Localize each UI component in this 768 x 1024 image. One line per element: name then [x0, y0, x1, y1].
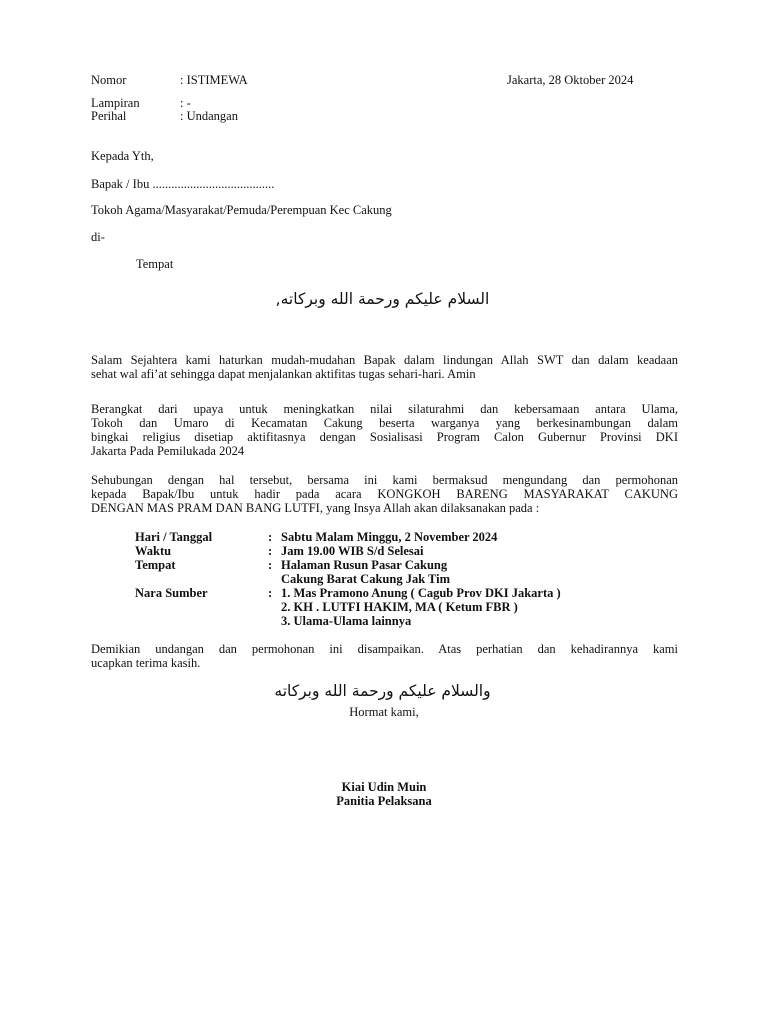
- addressee-kepada: Kepada Yth,: [91, 149, 154, 163]
- detail-value: Cakung Barat Cakung Jak Tim: [281, 572, 451, 586]
- detail-colon: :: [268, 530, 273, 544]
- salam-closing: والسلام عليكم ورحمة الله وبركاته: [274, 682, 491, 700]
- paragraph-line: kepada Bapak/Ibu untuk hadir pada acara KONGKOH BARENG MASYARAKAT CAKUNG: [91, 487, 678, 501]
- detail-value: 1. Mas Pramono Anung ( Cagub Prov DKI Jakarta ): [281, 586, 561, 600]
- lampiran-value: : -: [180, 96, 191, 110]
- lampiran-label: Lampiran: [91, 96, 140, 110]
- paragraph-line: sehat wal afi’at sehingga dapat menjalankan aktifitas tugas sehari-hari. Amin: [91, 367, 476, 381]
- paragraph-line: Demikian undangan dan permohonan ini disampaikan. Atas perhatian dan kehadirannya kami: [91, 642, 678, 656]
- detail-row-date: [135, 530, 561, 544]
- paragraph-line: Tokoh dan Umaro di Kecamatan Cakung beserta warganya yang berkesinambungan dalam: [91, 416, 678, 430]
- detail-colon: :: [268, 544, 273, 558]
- detail-row-place-cont: [135, 572, 561, 586]
- detail-value: Jam 19.00 WIB S/d Selesai: [281, 544, 424, 558]
- paragraph-line: ucapkan terima kasih.: [91, 656, 201, 670]
- detail-colon: [268, 600, 281, 614]
- detail-value: Sabtu Malam Minggu, 2 November 2024: [281, 530, 498, 544]
- detail-row-speakers: [135, 586, 561, 600]
- detail-row-time: [135, 544, 561, 558]
- paragraph-line: Berangkat dari upaya untuk meningkatkan nilai silaturahmi dan kebersamaan antara Ulama,: [91, 402, 678, 416]
- detail-label: [135, 614, 268, 628]
- paragraph-invitation: [91, 473, 678, 515]
- detail-row-speakers-3: [135, 614, 561, 628]
- detail-value: 2. KH . LUTFI HAKIM, MA ( Ketum FBR ): [281, 600, 518, 614]
- detail-colon: :: [268, 558, 273, 572]
- signatory-name: Kiai Udin Muin: [341, 780, 427, 794]
- detail-colon: [268, 572, 281, 586]
- detail-value: 3. Ulama-Ulama lainnya: [281, 614, 412, 628]
- detail-label: Nara Sumber: [135, 586, 208, 600]
- letter-date: Jakarta, 28 Oktober 2024: [507, 73, 634, 87]
- nomor-label: Nomor: [91, 73, 127, 87]
- detail-label: Tempat: [135, 558, 176, 572]
- perihal-value: : Undangan: [180, 109, 238, 123]
- paragraph-line: Jakarta Pada Pemilukada 2024: [91, 444, 245, 458]
- paragraph-line: bingkai religius disetiap aktifitasnya dengan Sosialisasi Program Calon Gubernur Provinsi DKI: [91, 430, 678, 444]
- detail-label: Hari / Tanggal: [135, 530, 213, 544]
- addressee-di: di-: [91, 230, 105, 244]
- paragraph-line: Sehubungan dengan hal tersebut, bersama ini kami bermaksud mengundang dan permohonan: [91, 473, 678, 487]
- detail-colon: [268, 614, 281, 628]
- addressee-tokoh: Tokoh Agama/Masyarakat/Pemuda/Perempuan Kec Cakung: [91, 203, 392, 217]
- detail-row-speakers-2: [135, 600, 561, 614]
- signatory-role: Panitia Pelaksana: [336, 794, 432, 808]
- addressee-tempat: Tempat: [136, 257, 174, 271]
- paragraph-closing: [91, 642, 678, 670]
- detail-label: [135, 572, 268, 586]
- salam-opening: السلام عليكم ورحمة الله وبركاته,: [275, 290, 490, 308]
- detail-label: [135, 600, 268, 614]
- addressee-bapak-ibu: Bapak / Ibu .......................................: [91, 177, 275, 191]
- detail-colon: :: [268, 586, 273, 600]
- paragraph-greeting: [91, 353, 678, 381]
- paragraph-line: Salam Sejahtera kami haturkan mudah-mudahan Bapak dalam lindungan Allah SWT dan dalam keadaan: [91, 353, 678, 367]
- event-details: [135, 530, 561, 628]
- nomor-value: : ISTIMEWA: [180, 73, 248, 87]
- detail-label: Waktu: [135, 544, 172, 558]
- perihal-label: Perihal: [91, 109, 127, 123]
- closing-hormat: Hormat kami,: [349, 705, 419, 719]
- detail-row-place: [135, 558, 561, 572]
- paragraph-line: DENGAN MAS PRAM DAN BANG LUTFI, yang Insya Allah akan dilaksanakan pada :: [91, 501, 540, 515]
- paragraph-background: [91, 402, 678, 458]
- detail-value: Halaman Rusun Pasar Cakung: [281, 558, 448, 572]
